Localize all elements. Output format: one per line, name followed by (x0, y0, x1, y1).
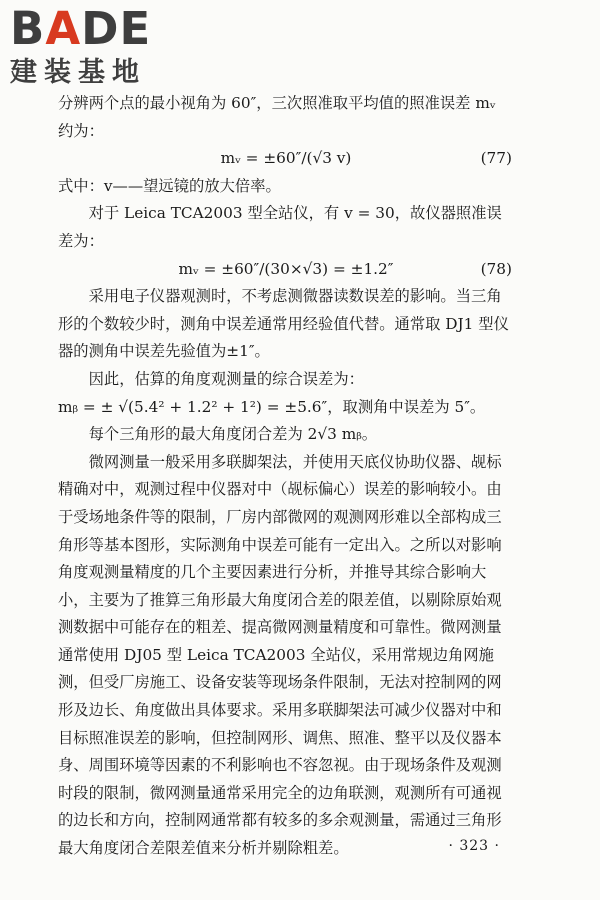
formula-78-expression: mᵥ = ±60″/(30×√3) = ±1.2″ (178, 259, 394, 278)
page-body (58, 90, 514, 863)
formula-combined-error (58, 394, 514, 422)
paragraph-definition: 式中：v——望远镜的放大倍率。 (58, 176, 281, 195)
page-number: · 323 · (448, 838, 500, 854)
paragraph-intro: 分辨两个点的最小视角为 60″，三次照准取平均值的照准误差 mᵥ 约为： (58, 94, 496, 140)
formula-combined-expression: mᵦ = ± √(5.4² + 1.2² + 1²) = ±5.6″，取测角中误差为 5″。 (58, 397, 486, 416)
paragraph-electronic: 采用电子仪器观测时，不考虑测微器读数误差的影响。当三角形的个数较少时，测角中误差通常用经验值代替。通常取 DJ1 型仪器的测角中误差先验值为±1″。 (58, 287, 509, 361)
formula-78 (58, 256, 514, 284)
paragraph-leica: 对于 Leica TCA2003 型全站仪，有 v = 30，故仪器照准误差为： (58, 204, 502, 250)
paragraph-micro-network: 微网测量一般采用多联脚架法，并使用天底仪协助仪器、觇标精确对中，观测过程中仪器对中（觇标偏心）误差的影响较小。由于受场地条件等的限制，厂房内部微网的观测网形难以全部构成三角形等基本图形，实际测角中误差可能有一定出入。之所以对影响角度观测量精度的几个主要因素进行分析，并推导其综合影响大小，主要为了推算三角形最大角度闭合差的限差值，以剔除原始观测数据中可能存在的粗差、提高微网测量精度和可靠性。微网测量通常使用 DJ05 型 Leica TCA2003 全站仪，采用常规边角网施测，但受厂房施工、设备安装等现场条件限制，无法对控制网的网形及边长、角度做出具体要求。采用多联脚架法可减少仪器对中和目标照准误差的影响，但控制网形、调焦、照准、整平以及仪器本身、周围环境等因素的不利影响也不容忽视。由于现场条件及观测时段的限制，微网测量通常采用完全的边角联测，观测所有可通视的边长和方向，控制网通常都有较多的多余观测量，需通过三角形最大角度闭合差限差值来分析并剔除粗差。 (58, 452, 502, 858)
brand-logo (10, 2, 175, 88)
formula-77-number: (77) (480, 149, 512, 168)
logo-subtitle: 建装基地 (10, 57, 146, 88)
paragraph-closure: 每个三角形的最大角度闭合差为 2√3 mᵦ。 (88, 425, 378, 444)
paragraph-estimate: 因此，估算的角度观测量的综合误差为： (88, 369, 364, 388)
formula-77-expression: mᵥ = ±60″/(√3 v) (220, 149, 352, 168)
formula-77 (58, 145, 514, 173)
logo-wordmark: BADE (10, 2, 152, 55)
formula-78-number: (78) (480, 259, 512, 278)
